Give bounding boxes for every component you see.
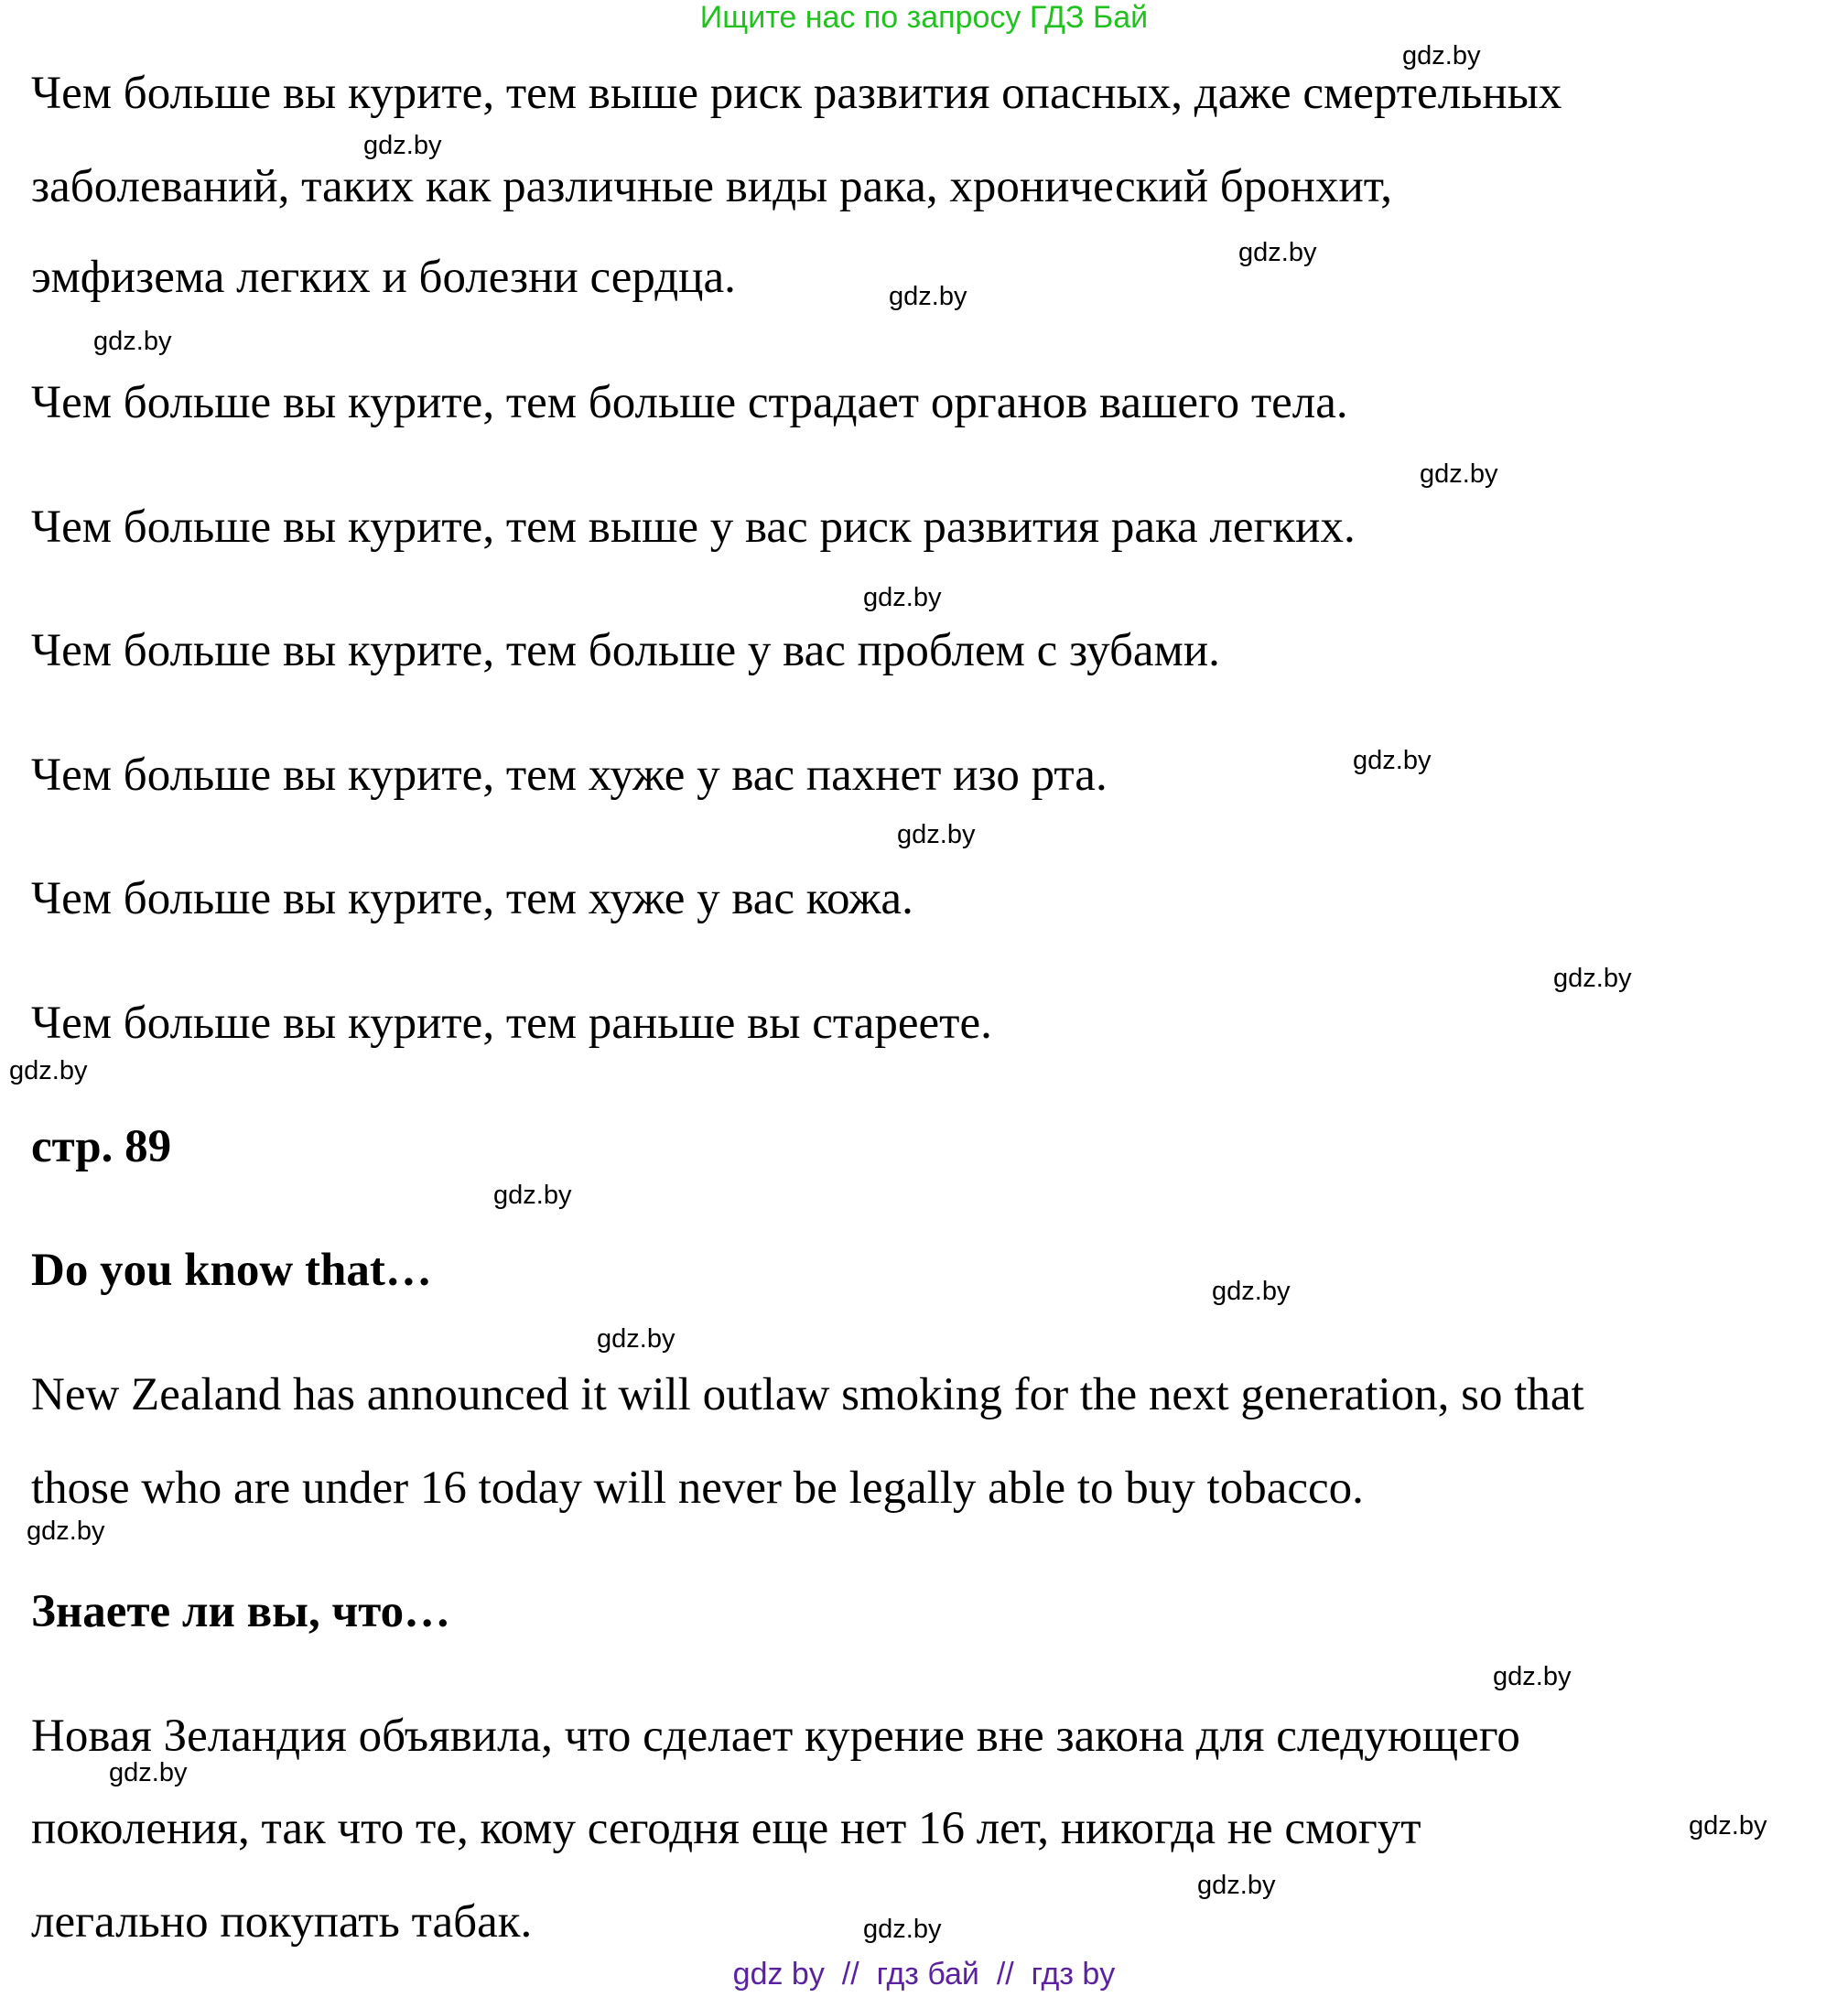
watermark: gdz.by <box>109 1758 188 1787</box>
watermark: gdz.by <box>493 1181 572 1210</box>
watermark: gdz.by <box>889 282 967 311</box>
watermark: gdz.by <box>897 820 976 849</box>
paragraph-4: Чем больше вы курите, тем больше у вас проблем с зубами. <box>31 625 1220 676</box>
paragraph-3: Чем больше вы курите, тем выше у вас риск развития рака легких. <box>31 502 1356 553</box>
paragraph-2: Чем больше вы курите, тем больше страдает органов вашего тела. <box>31 377 1348 428</box>
watermark: gdz.by <box>93 327 172 356</box>
watermark: gdz.by <box>597 1324 675 1354</box>
paragraph-1-line-3: эмфизема легких и болезни сердца. <box>31 252 736 303</box>
watermark: gdz.by <box>1197 1871 1276 1900</box>
footer-separator: // <box>841 1957 859 1992</box>
watermark: gdz.by <box>1689 1811 1767 1840</box>
watermark: gdz.by <box>9 1056 88 1085</box>
russian-paragraph-line-3: легально покупать табак. <box>31 1896 533 1948</box>
paragraph-1-line-2: заболеваний, таких как различные виды рака, хронический бронхит, <box>31 161 1392 212</box>
watermark: gdz.by <box>1402 41 1481 70</box>
russian-paragraph-line-1: Новая Зеландия объявила, что сделает курение вне закона для следующего <box>31 1711 1520 1762</box>
search-hint-link[interactable]: Ищите нас по запросу ГДЗ Бай <box>699 0 1149 35</box>
footer-link-gdz-by-cyrillic[interactable]: гдз by <box>1031 1957 1116 1992</box>
watermark: gdz.by <box>863 1915 942 1944</box>
english-paragraph-line-2: those who are under 16 today will never be legally able to buy tobacco. <box>31 1463 1364 1514</box>
watermark: gdz.by <box>27 1517 105 1546</box>
watermark: gdz.by <box>363 131 442 160</box>
watermark: gdz.by <box>1238 238 1317 267</box>
watermark: gdz.by <box>1353 746 1432 775</box>
watermark: gdz.by <box>1493 1662 1572 1691</box>
watermark: gdz.by <box>1420 459 1498 489</box>
russian-heading: Знаете ли вы, что… <box>31 1586 451 1637</box>
footer-separator: // <box>996 1957 1014 1992</box>
english-heading: Do you know that… <box>31 1245 432 1296</box>
footer-link-gdz-by[interactable]: gdz by <box>732 1957 825 1992</box>
paragraph-6: Чем больше вы курите, тем хуже у вас кожа. <box>31 873 913 924</box>
paragraph-5: Чем больше вы курите, тем хуже у вас пахнет изо рта. <box>31 750 1108 801</box>
footer-links <box>0 1956 1848 1992</box>
footer-link-gdz-bai[interactable]: гдз бай <box>876 1957 979 1992</box>
watermark: gdz.by <box>1553 964 1632 993</box>
russian-paragraph-line-2: поколения, так что те, кому сегодня еще нет 16 лет, никогда не смогут <box>31 1803 1421 1854</box>
paragraph-7: Чем больше вы курите, тем раньше вы стареете. <box>31 998 992 1049</box>
watermark: gdz.by <box>1212 1277 1291 1306</box>
watermark: gdz.by <box>863 583 942 612</box>
paragraph-1-line-1: Чем больше вы курите, тем выше риск развития опасных, даже смертельных <box>31 68 1562 119</box>
page-number-heading: стр. 89 <box>31 1121 172 1172</box>
english-paragraph-line-1: New Zealand has announced it will outlaw smoking for the next generation, so that <box>31 1369 1584 1420</box>
